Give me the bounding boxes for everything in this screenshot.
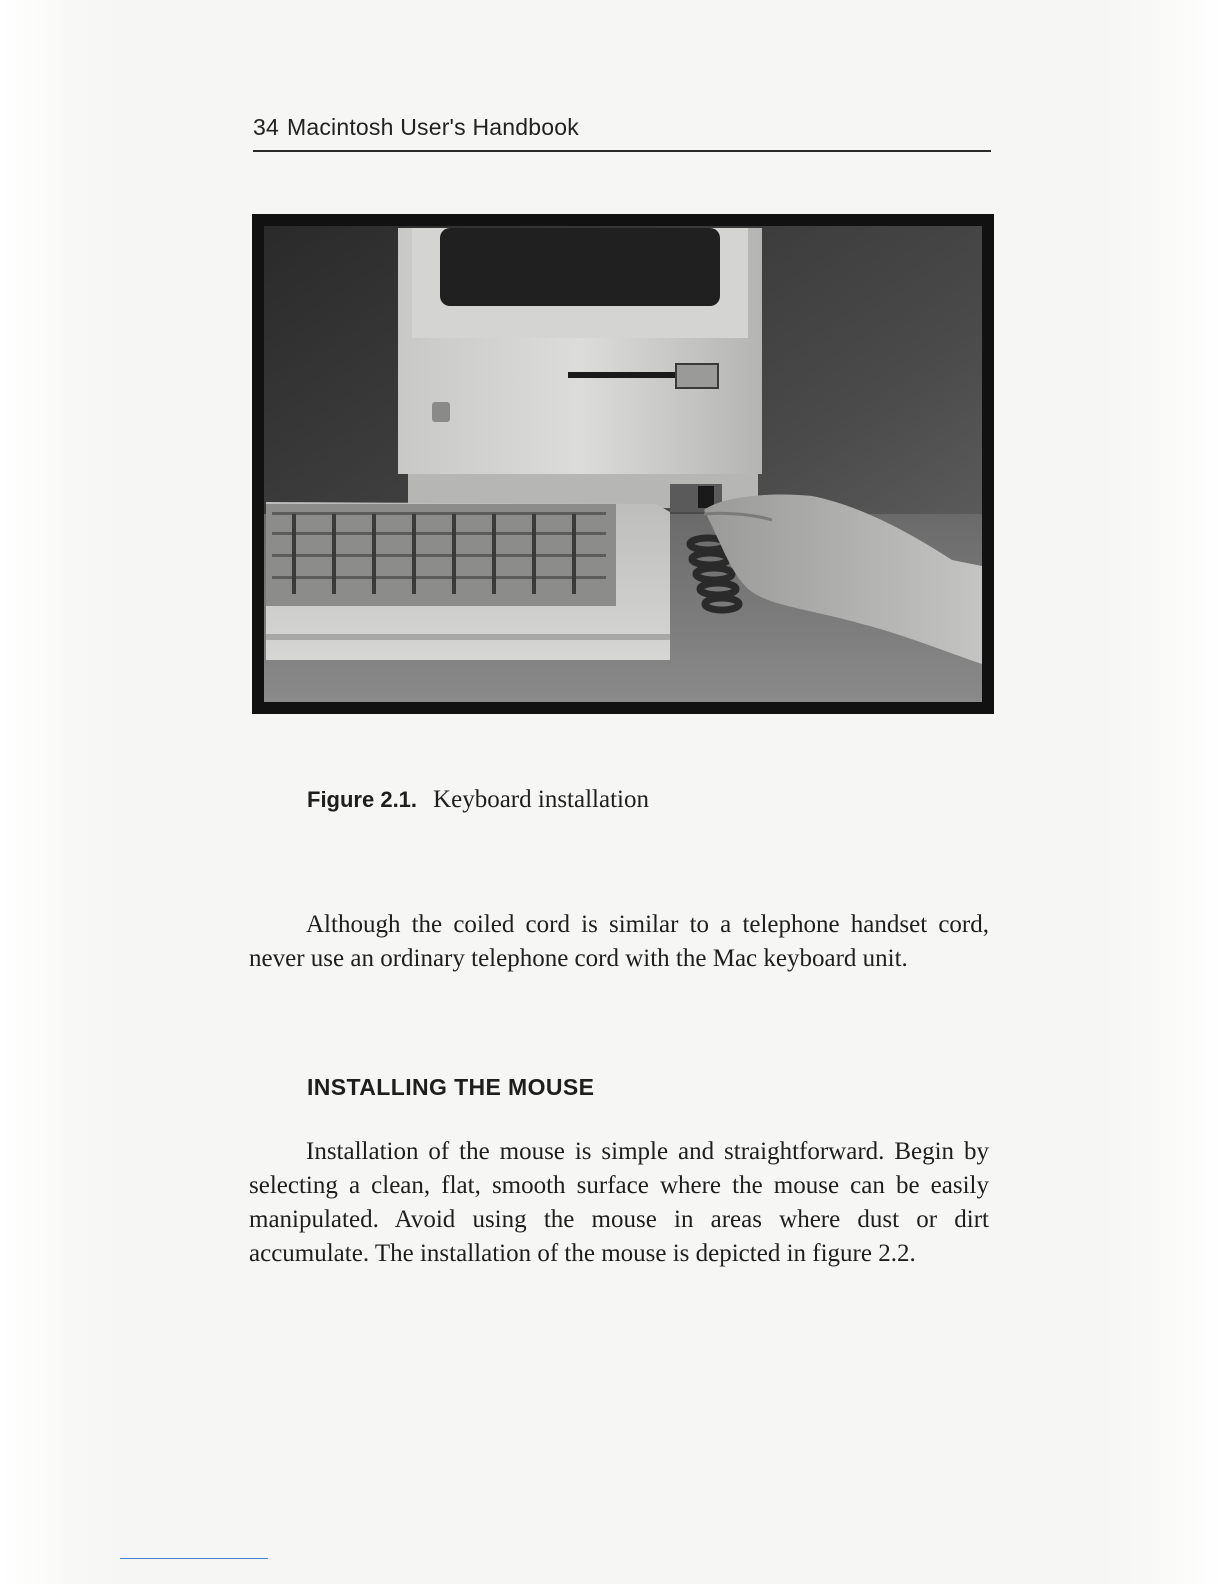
figure-caption (307, 786, 649, 814)
page-margin-left (0, 0, 120, 1584)
figure-photo (252, 214, 994, 714)
macintosh-keyboard-photo-icon (252, 214, 994, 714)
body-paragraph-2: Installation of the mouse is simple and straightforward. Begin by selecting a clean, flat, smooth surface where the mouse can be easily manipulated. Avoid using the mouse in areas where dust or dirt accumulate. The installation of the mouse is depicted in figure 2.2. (249, 1138, 989, 1267)
running-title: Macintosh User's Handbook (286, 114, 579, 140)
running-header (253, 114, 991, 152)
figure-caption-text: Keyboard installation (433, 786, 649, 813)
page-number: 34 (253, 114, 279, 140)
footer-rule (120, 1558, 268, 1559)
section-heading: INSTALLING THE MOUSE (307, 1074, 595, 1100)
body-paragraph-1: Although the coiled cord is similar to a telephone handset cord, never use an ordinary telephone cord with the Mac keyboard unit. (249, 911, 989, 972)
page-margin-right (1094, 0, 1224, 1584)
figure-caption-label: Figure 2.1. (307, 787, 418, 812)
